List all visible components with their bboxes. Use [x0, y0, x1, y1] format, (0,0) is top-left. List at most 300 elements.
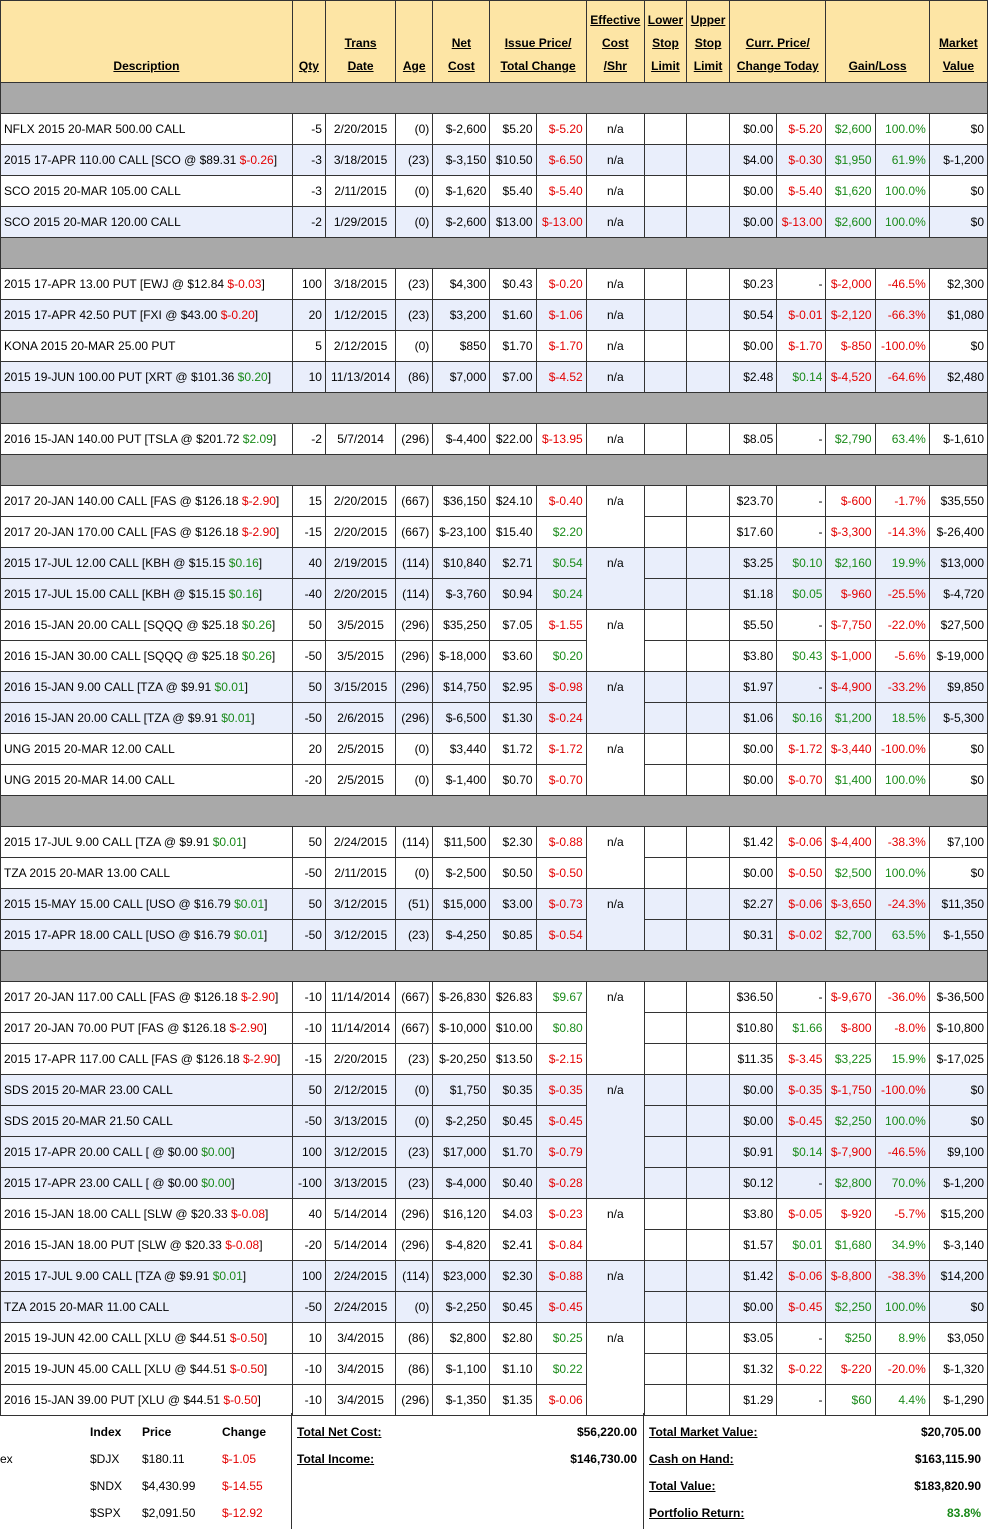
issue-price-cell: $2.30: [490, 1261, 536, 1292]
col-gain-loss[interactable]: Gain/Loss: [826, 1, 929, 83]
age-cell: (0): [396, 176, 433, 207]
position-row[interactable]: [1, 641, 988, 672]
section-separator: [1, 393, 988, 424]
upper-stop-cell: [687, 703, 730, 734]
current-price-cell: $2.48: [730, 362, 777, 393]
index-price: $4,430.99: [142, 1479, 196, 1493]
portfolio-return-label: Portfolio Return:: [649, 1506, 745, 1520]
separator-cell: [1, 796, 988, 827]
trans-date-cell: 2/20/2015: [325, 1044, 395, 1075]
qty-cell: 20: [292, 300, 325, 331]
total-change-cell: $-0.28: [536, 1168, 586, 1199]
position-row[interactable]: [1, 145, 988, 176]
net-cost-cell: $2,800: [433, 1323, 490, 1354]
position-row[interactable]: [1, 703, 988, 734]
total-change-cell: $-2.15: [536, 1044, 586, 1075]
position-description[interactable]: [1, 1168, 293, 1199]
total-change-cell: $-0.50: [536, 858, 586, 889]
trans-date-cell: 1/29/2015: [325, 207, 395, 238]
lower-stop-cell: [644, 1292, 686, 1323]
description-text: 2016 15-JAN 140.00 PUT [TSLA @ $201.72: [4, 432, 243, 446]
position-row[interactable]: [1, 1292, 988, 1323]
upper-stop-cell: [687, 486, 730, 517]
position-description[interactable]: [1, 827, 293, 858]
position-row[interactable]: [1, 734, 988, 765]
description-text: UNG 2015 20-MAR 12.00 CALL: [4, 742, 175, 756]
col-effective-cost[interactable]: Effective Cost /Shr: [586, 1, 644, 83]
col-upper-stop[interactable]: Upper Stop Limit: [687, 1, 730, 83]
issue-price-cell: $13.00: [490, 207, 536, 238]
position-description[interactable]: [1, 734, 293, 765]
total-change-cell: $-0.79: [536, 1137, 586, 1168]
gain-loss-pct-cell: -8.0%: [875, 1013, 929, 1044]
market-value-cell: $0: [929, 176, 987, 207]
current-price-cell: $0.54: [730, 300, 777, 331]
lower-stop-cell: [644, 1323, 686, 1354]
qty-cell: -50: [292, 858, 325, 889]
issue-price-cell: $0.43: [490, 269, 536, 300]
age-cell: (667): [396, 517, 433, 548]
position-description[interactable]: [1, 1075, 293, 1106]
age-cell: (296): [396, 641, 433, 672]
position-description[interactable]: [1, 1385, 293, 1416]
gain-loss-cell: $-1,750: [826, 1075, 875, 1106]
issue-price-cell: $22.00: [490, 424, 536, 455]
upper-stop-cell: [687, 1230, 730, 1261]
position-description[interactable]: [1, 176, 293, 207]
bracket-close: ]: [273, 153, 278, 167]
net-cost-cell: $36,150: [433, 486, 490, 517]
current-price-cell: $0.00: [730, 207, 777, 238]
age-cell: (296): [396, 610, 433, 641]
underlying-change: $-0.08: [230, 1207, 266, 1221]
change-today-cell: $-0.05: [777, 1199, 826, 1230]
age-cell: (23): [396, 145, 433, 176]
bracket-close: ]: [244, 680, 248, 694]
trans-date-cell: 2/20/2015: [325, 114, 395, 145]
market-value-cell: $0: [929, 331, 987, 362]
index-change: $-12.92: [222, 1506, 263, 1520]
effective-cost-cell: [586, 1044, 644, 1075]
position-description[interactable]: [1, 1354, 293, 1385]
position-row[interactable]: [1, 548, 988, 579]
description-text: 2016 15-JAN 18.00 PUT [SLW @ $20.33: [4, 1238, 226, 1252]
position-row[interactable]: [1, 1168, 988, 1199]
lower-stop-cell: [644, 1261, 686, 1292]
total-change-cell: $0.54: [536, 548, 586, 579]
total-change-cell: $-4.52: [536, 362, 586, 393]
position-description[interactable]: [1, 889, 293, 920]
effective-cost-cell: n/a: [586, 486, 644, 517]
net-cost-cell: $-2,250: [433, 1292, 490, 1323]
position-row[interactable]: [1, 889, 988, 920]
position-row[interactable]: [1, 517, 988, 548]
position-description[interactable]: [1, 1261, 293, 1292]
change-today-cell: -: [777, 1323, 826, 1354]
position-description[interactable]: [1, 362, 293, 393]
qty-cell: 50: [292, 1075, 325, 1106]
position-description[interactable]: [1, 145, 293, 176]
underlying-change: $-2.90: [229, 1021, 264, 1035]
position-row[interactable]: [1, 207, 988, 238]
current-price-cell: $1.42: [730, 827, 777, 858]
gain-loss-cell: $2,790: [826, 424, 875, 455]
position-row[interactable]: [1, 1354, 988, 1385]
gain-loss-cell: $2,250: [826, 1292, 875, 1323]
age-cell: (0): [396, 1075, 433, 1106]
current-price-cell: $0.00: [730, 734, 777, 765]
change-today-cell: $0.10: [777, 548, 826, 579]
gain-loss-cell: $-3,650: [826, 889, 875, 920]
position-row[interactable]: [1, 1075, 988, 1106]
bracket-close: ]: [271, 649, 276, 663]
age-cell: (86): [396, 1354, 433, 1385]
market-value-cell: $0: [929, 1106, 987, 1137]
issue-price-cell: $5.20: [490, 114, 536, 145]
upper-stop-cell: [687, 1013, 730, 1044]
bracket-close: ]: [258, 556, 263, 570]
qty-cell: -10: [292, 1385, 325, 1416]
trans-date-cell: 3/4/2015: [325, 1354, 395, 1385]
description-text: 2015 17-APR 20.00 CALL [ @ $0.00: [4, 1145, 202, 1159]
position-row[interactable]: [1, 610, 988, 641]
issue-price-cell: $3.00: [490, 889, 536, 920]
upper-stop-cell: [687, 734, 730, 765]
upper-stop-cell: [687, 1354, 730, 1385]
total-income-label: Total Income:: [297, 1452, 375, 1466]
position-row[interactable]: [1, 1261, 988, 1292]
qty-cell: -5: [292, 114, 325, 145]
position-description[interactable]: [1, 548, 293, 579]
gain-loss-cell: $2,160: [826, 548, 875, 579]
position-row[interactable]: [1, 1137, 988, 1168]
position-description[interactable]: [1, 424, 293, 455]
position-description[interactable]: [1, 1323, 293, 1354]
position-description[interactable]: [1, 1044, 293, 1075]
net-cost-cell: $-1,620: [433, 176, 490, 207]
col-curr-price[interactable]: Curr. Price/ Change Today: [730, 1, 826, 83]
net-cost-cell: $-6,500: [433, 703, 490, 734]
position-row[interactable]: [1, 424, 988, 455]
change-today-cell: -: [777, 672, 826, 703]
underlying-change: $-0.50: [223, 1393, 258, 1407]
market-value-cell: $1,080: [929, 300, 987, 331]
total-change-cell: $-0.45: [536, 1292, 586, 1323]
net-cost-cell: $850: [433, 331, 490, 362]
description-text: 2016 15-JAN 20.00 CALL [SQQQ @ $25.18: [4, 618, 242, 632]
underlying-change: $-2.90: [243, 1052, 278, 1066]
qty-cell: -20: [292, 1230, 325, 1261]
gain-loss-cell: $2,800: [826, 1168, 875, 1199]
change-today-cell: -: [777, 424, 826, 455]
upper-stop-cell: [687, 207, 730, 238]
bracket-close: ]: [263, 1021, 267, 1035]
market-value-cell: $0: [929, 734, 987, 765]
lower-stop-cell: [644, 889, 686, 920]
total-change-cell: $-5.40: [536, 176, 586, 207]
position-row[interactable]: [1, 827, 988, 858]
col-description[interactable]: Description: [1, 1, 293, 83]
position-description[interactable]: [1, 1292, 293, 1323]
position-description[interactable]: [1, 1137, 293, 1168]
position-description[interactable]: [1, 641, 293, 672]
qty-cell: -50: [292, 1106, 325, 1137]
current-price-cell: $3.25: [730, 548, 777, 579]
total-income-value: $146,730.00: [570, 1452, 637, 1466]
current-price-cell: $0.00: [730, 858, 777, 889]
separator-cell: [1, 83, 988, 114]
gain-loss-pct-cell: -100.0%: [875, 734, 929, 765]
market-value-cell: $15,200: [929, 1199, 987, 1230]
gain-loss-cell: $-2,120: [826, 300, 875, 331]
current-price-cell: $3.80: [730, 641, 777, 672]
qty-cell: 50: [292, 672, 325, 703]
gain-loss-cell: $2,700: [826, 920, 875, 951]
age-cell: (0): [396, 1106, 433, 1137]
description-text: 2015 17-APR 117.00 CALL [FAS @ $126.18: [4, 1052, 244, 1066]
bracket-close: ]: [264, 897, 268, 911]
bracket-close: ]: [267, 370, 272, 384]
gain-loss-cell: $-8,800: [826, 1261, 875, 1292]
market-value-cell: $27,500: [929, 610, 987, 641]
col-market-value[interactable]: Market Value: [929, 1, 987, 83]
gain-loss-cell: $-1,000: [826, 641, 875, 672]
upper-stop-cell: [687, 114, 730, 145]
effective-cost-cell: n/a: [586, 331, 644, 362]
position-row[interactable]: [1, 858, 988, 889]
separator-cell: [1, 455, 988, 486]
change-today-cell: $-13.00: [777, 207, 826, 238]
market-value-cell: $0: [929, 114, 987, 145]
underlying-change: $0.01: [234, 897, 265, 911]
position-description[interactable]: [1, 114, 293, 145]
underlying-change: $-0.20: [220, 308, 255, 322]
position-row[interactable]: [1, 1199, 988, 1230]
age-cell: (23): [396, 920, 433, 951]
current-price-cell: $0.00: [730, 1075, 777, 1106]
position-row[interactable]: [1, 579, 988, 610]
net-cost-cell: $7,000: [433, 362, 490, 393]
total-net-cost-value: $56,220.00: [576, 1425, 637, 1439]
market-value-cell: $2,300: [929, 269, 987, 300]
lower-stop-cell: [644, 1013, 686, 1044]
description-text: 2017 20-JAN 70.00 PUT [FAS @ $126.18: [4, 1021, 230, 1035]
position-description[interactable]: [1, 920, 293, 951]
total-net-cost-label: Total Net Cost:: [297, 1425, 382, 1439]
position-row[interactable]: [1, 1044, 988, 1075]
change-today-cell: -: [777, 610, 826, 641]
lower-stop-cell: [644, 703, 686, 734]
position-description[interactable]: [1, 579, 293, 610]
position-description[interactable]: [1, 672, 293, 703]
bracket-close: ]: [265, 1207, 269, 1221]
gain-loss-pct-cell: -100.0%: [875, 331, 929, 362]
change-today-cell: $-0.45: [777, 1106, 826, 1137]
position-row[interactable]: [1, 269, 988, 300]
market-value-cell: $0: [929, 858, 987, 889]
qty-cell: -15: [292, 517, 325, 548]
bracket-close: ]: [277, 1052, 281, 1066]
market-value-cell: $-4,720: [929, 579, 987, 610]
description-text: 2017 20-JAN 140.00 CALL [FAS @ $126.18: [4, 494, 242, 508]
issue-price-cell: $0.40: [490, 1168, 536, 1199]
change-today-cell: $-5.20: [777, 114, 826, 145]
position-row[interactable]: [1, 1323, 988, 1354]
lower-stop-cell: [644, 300, 686, 331]
issue-price-cell: $1.10: [490, 1354, 536, 1385]
position-row[interactable]: [1, 114, 988, 145]
index-name: $SPX: [90, 1506, 121, 1520]
position-description[interactable]: [1, 1106, 293, 1137]
position-row[interactable]: [1, 362, 988, 393]
age-cell: (114): [396, 548, 433, 579]
separator-cell: [1, 238, 988, 269]
gain-loss-pct-cell: -14.3%: [875, 517, 929, 548]
gain-loss-cell: $2,500: [826, 858, 875, 889]
qty-cell: -10: [292, 982, 325, 1013]
col-qty[interactable]: Qty: [292, 1, 325, 83]
market-value-cell: $9,850: [929, 672, 987, 703]
current-price-cell: $8.05: [730, 424, 777, 455]
description-text: 2016 15-JAN 30.00 CALL [SQQQ @ $25.18: [4, 649, 242, 663]
bracket-close: ]: [242, 1269, 247, 1283]
position-description[interactable]: [1, 207, 293, 238]
position-description[interactable]: [1, 1199, 293, 1230]
trans-date-cell: 11/14/2014: [325, 1013, 395, 1044]
position-row[interactable]: [1, 765, 988, 796]
col-age[interactable]: Age: [396, 1, 433, 83]
trans-date-cell: 3/18/2015: [325, 145, 395, 176]
trans-date-cell: 2/5/2015: [325, 765, 395, 796]
trans-date-cell: 1/12/2015: [325, 300, 395, 331]
lower-stop-cell: [644, 1168, 686, 1199]
description-text: 2015 17-JUL 9.00 CALL [TZA @ $9.91: [4, 835, 213, 849]
change-today-cell: $-0.02: [777, 920, 826, 951]
market-value-cell: $-10,800: [929, 1013, 987, 1044]
issue-price-cell: $0.45: [490, 1292, 536, 1323]
market-value-cell: $-17,025: [929, 1044, 987, 1075]
position-row[interactable]: [1, 300, 988, 331]
market-value-cell: $2,480: [929, 362, 987, 393]
position-row[interactable]: [1, 1013, 988, 1044]
bracket-close: ]: [275, 990, 279, 1004]
position-description[interactable]: [1, 1230, 293, 1261]
position-row[interactable]: [1, 1106, 988, 1137]
position-row[interactable]: [1, 672, 988, 703]
col-net-cost[interactable]: Net Cost: [433, 1, 490, 83]
age-cell: (0): [396, 734, 433, 765]
gain-loss-cell: $3,225: [826, 1044, 875, 1075]
qty-cell: 20: [292, 734, 325, 765]
col-trans-date[interactable]: Trans Date: [325, 1, 395, 83]
bracket-close: ]: [261, 277, 265, 291]
change-today-cell: $1.66: [777, 1013, 826, 1044]
change-today-cell: $-5.40: [777, 176, 826, 207]
market-value-cell: $0: [929, 1292, 987, 1323]
upper-stop-cell: [687, 1199, 730, 1230]
market-value-cell: $-1,550: [929, 920, 987, 951]
total-change-cell: $-13.00: [536, 207, 586, 238]
col-lower-stop[interactable]: Lower Stop Limit: [644, 1, 686, 83]
position-row[interactable]: [1, 331, 988, 362]
underlying-change: $0.01: [212, 835, 243, 849]
trans-date-cell: 3/12/2015: [325, 889, 395, 920]
market-value-cell: $0: [929, 1075, 987, 1106]
gain-loss-pct-cell: -64.6%: [875, 362, 929, 393]
trans-date-cell: 5/14/2014: [325, 1199, 395, 1230]
qty-cell: 40: [292, 548, 325, 579]
trans-date-cell: 2/20/2015: [325, 486, 395, 517]
position-description[interactable]: [1, 517, 293, 548]
current-price-cell: $0.00: [730, 765, 777, 796]
gain-loss-cell: $-4,520: [826, 362, 875, 393]
age-cell: (296): [396, 672, 433, 703]
issue-price-cell: $26.83: [490, 982, 536, 1013]
gain-loss-pct-cell: -38.3%: [875, 827, 929, 858]
underlying-change: $-2.90: [241, 990, 276, 1004]
gain-loss-cell: $-960: [826, 579, 875, 610]
upper-stop-cell: [687, 765, 730, 796]
position-description[interactable]: [1, 765, 293, 796]
net-cost-cell: $-2,500: [433, 858, 490, 889]
position-description[interactable]: [1, 486, 293, 517]
position-description[interactable]: [1, 858, 293, 889]
position-row[interactable]: [1, 176, 988, 207]
position-row[interactable]: [1, 1230, 988, 1261]
description-text: SCO 2015 20-MAR 120.00 CALL: [4, 215, 181, 229]
net-cost-cell: $10,840: [433, 548, 490, 579]
description-text: 2016 15-JAN 39.00 PUT [XLU @ $44.51: [4, 1393, 224, 1407]
position-description[interactable]: [1, 1013, 293, 1044]
position-row[interactable]: [1, 1385, 988, 1416]
lower-stop-cell: [644, 1106, 686, 1137]
trans-date-cell: 3/15/2015: [325, 672, 395, 703]
underlying-change: $0.01: [221, 711, 252, 725]
gain-loss-pct-cell: -33.2%: [875, 672, 929, 703]
position-description[interactable]: [1, 331, 293, 362]
change-today-cell: -: [777, 517, 826, 548]
position-description[interactable]: [1, 269, 293, 300]
age-cell: (23): [396, 1168, 433, 1199]
position-description[interactable]: [1, 703, 293, 734]
trans-date-cell: 3/12/2015: [325, 920, 395, 951]
current-price-cell: $23.70: [730, 486, 777, 517]
effective-cost-cell: n/a: [586, 672, 644, 703]
description-text: 2015 17-APR 42.50 PUT [FXI @ $43.00: [4, 308, 221, 322]
lower-stop-cell: [644, 982, 686, 1013]
position-row[interactable]: [1, 920, 988, 951]
col-issue-price[interactable]: Issue Price/ Total Change: [490, 1, 586, 83]
total-change-cell: $-0.35: [536, 1075, 586, 1106]
underlying-change: $-0.03: [227, 277, 262, 291]
position-description[interactable]: [1, 610, 293, 641]
description-text: 2015 19-JUN 42.00 CALL [XLU @ $44.51: [4, 1331, 230, 1345]
effective-cost-cell: n/a: [586, 114, 644, 145]
upper-stop-cell: [687, 517, 730, 548]
change-header: Change: [222, 1425, 267, 1439]
gain-loss-pct-cell: 100.0%: [875, 207, 929, 238]
gain-loss-cell: $250: [826, 1323, 875, 1354]
position-description[interactable]: [1, 982, 293, 1013]
position-description[interactable]: [1, 300, 293, 331]
trans-date-cell: 3/18/2015: [325, 269, 395, 300]
age-cell: (0): [396, 858, 433, 889]
position-row[interactable]: [1, 486, 988, 517]
position-row[interactable]: [1, 982, 988, 1013]
change-today-cell: $-0.70: [777, 765, 826, 796]
qty-cell: -40: [292, 579, 325, 610]
upper-stop-cell: [687, 641, 730, 672]
